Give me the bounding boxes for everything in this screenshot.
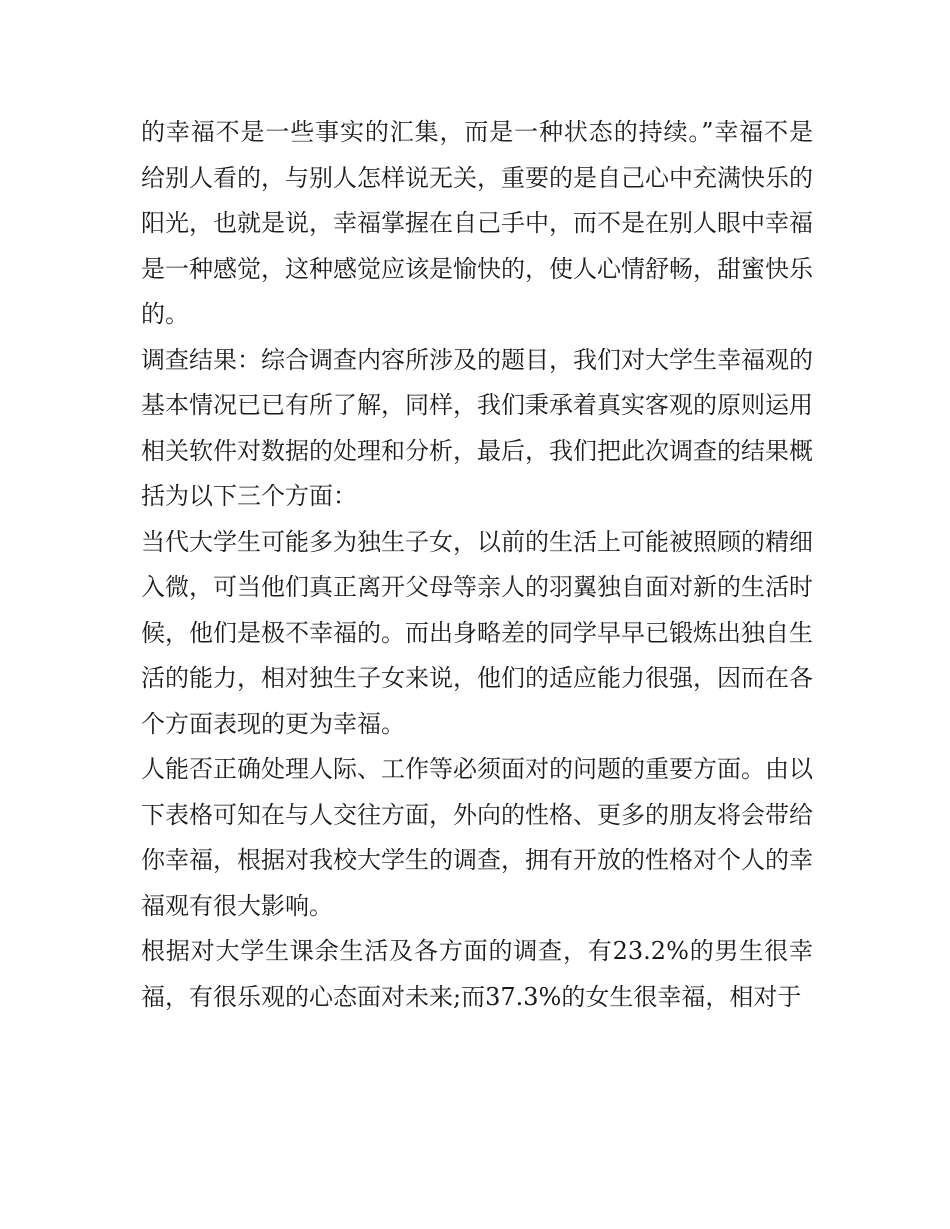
paragraph-interpersonal: 人能否正确处理人际、工作等必须面对的问题的重要方面。由以下表格可知在与人交往方面，外向的性格、更多的朋友将会带给你幸福，根据对我校大学生的调查，拥有开放的性格对个人的幸福观有很大影响。 bbox=[141, 755, 813, 920]
paragraph-happiness-definition: 的幸福不是一些事实的汇集，而是一种状态的持续。”幸福不是给别人看的，与别人怎样说无关，重要的是自己心中充满快乐的阳光，也就是说，幸福掌握在自己手中，而不是在别人眼中幸福是一种感觉，这种感觉应该是愉快的，使人心情舒畅，甜蜜快乐的。 bbox=[141, 118, 813, 328]
paragraph-survey-results: 调查结果：综合调查内容所涉及的题目，我们对大学生幸福观的基本情况已已有所了解，同样，我们秉承着真实客观的原则运用相关软件对数据的处理和分析，最后，我们把此次调查的结果概括为以下三个方面： bbox=[141, 345, 813, 510]
paragraph-only-children: 当代大学生可能多为独生子女，以前的生活上可能被照顾的精细入微，可当他们真正离开父母等亲人的羽翼独自面对新的生活时候，他们是极不幸福的。而出身略差的同学早早已锻炼出独自生活的能力，相对独生子女来说，他们的适应能力很强，因而在各个方面表现的更为幸福。 bbox=[141, 527, 813, 738]
document-body bbox=[141, 110, 813, 1020]
paragraph-gender-statistics: 根据对大学生课余生活及各方面的调查，有23.2%的男生很幸福，有很乐观的心态面对未来;而37.3%的女生很幸福，相对于 bbox=[141, 937, 813, 1011]
